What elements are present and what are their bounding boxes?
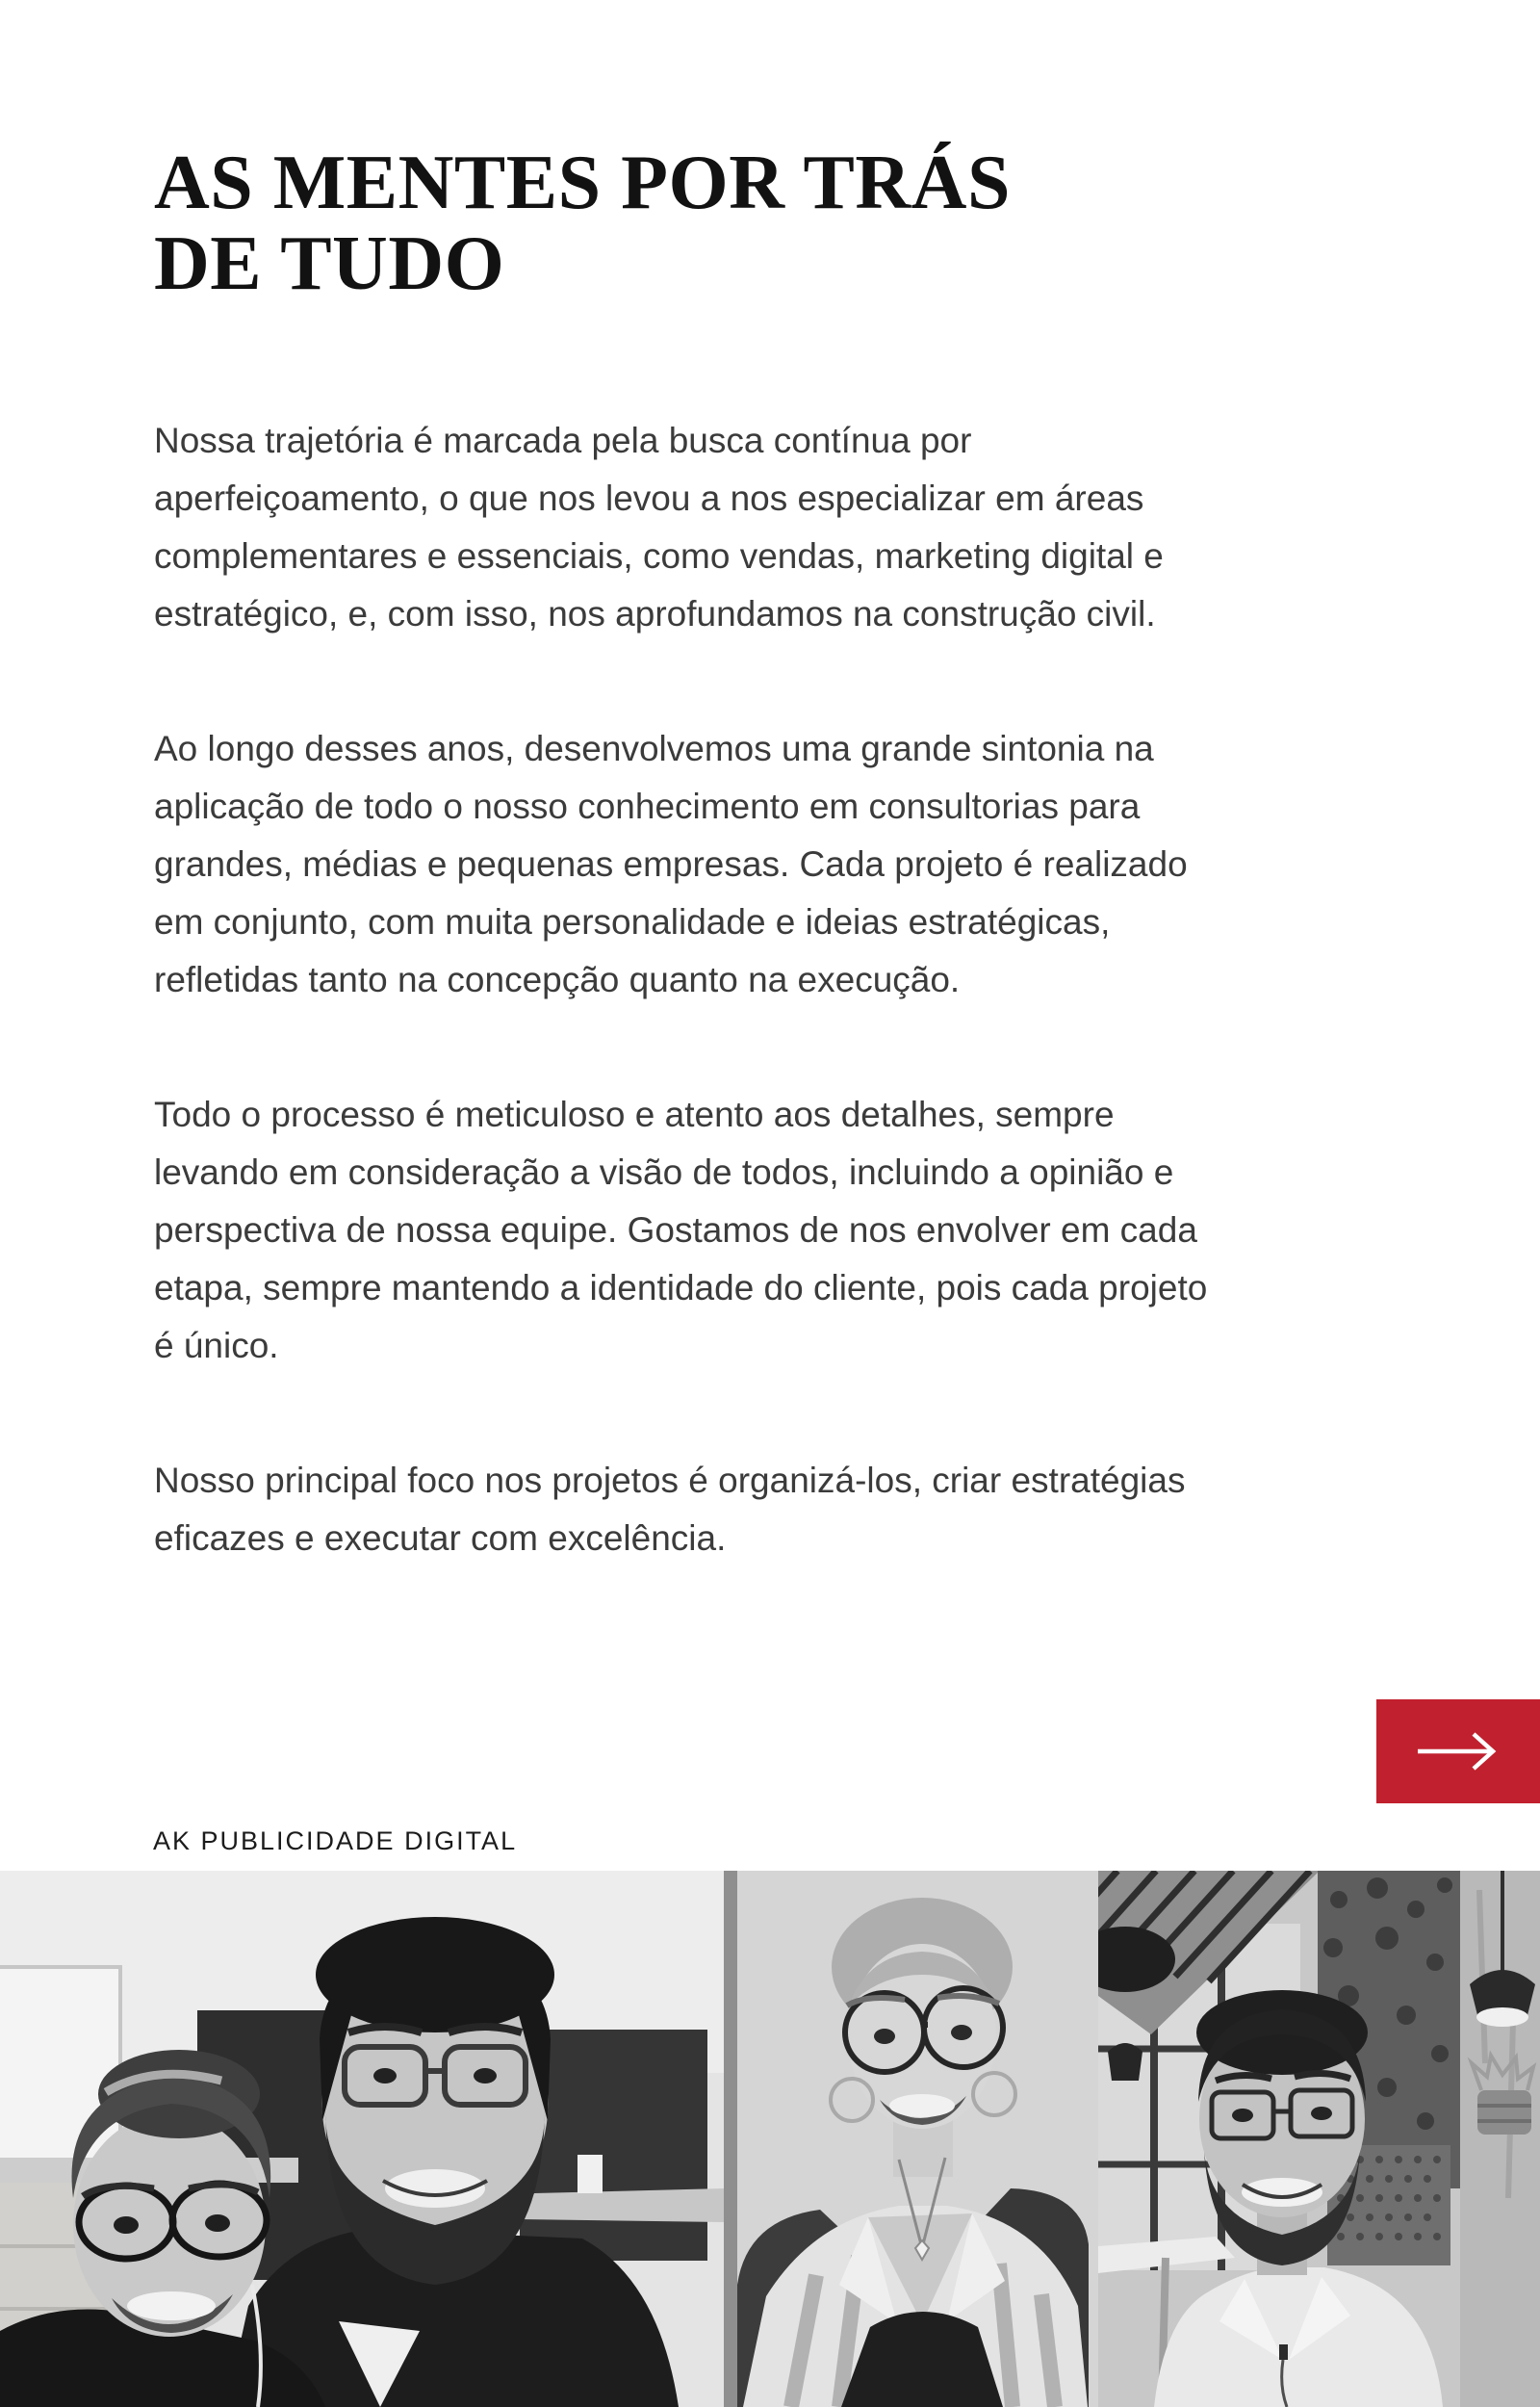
team-photo-2 (724, 1871, 1098, 2407)
man-portrait-illustration (1098, 1871, 1540, 2407)
page-title-line-1: AS MENTES POR TRÁS (154, 141, 1011, 225)
about-text (154, 412, 1227, 1567)
about-paragraph-1: Nossa trajetória é marcada pela busca contínua por aperfeiçoamento, o que nos levou a nos especializar em áreas complementares e essenciais, como vendas, marketing digital e estratégico, e, com isso, nos aprofundamos na construção civil. (154, 421, 1164, 634)
about-paragraph-4: Nosso principal foco nos projetos é organizá-los, criar estratégias eficazes e executar com excelência. (154, 1461, 1186, 1558)
brand-label: AK PUBLICIDADE DIGITAL (153, 1826, 518, 1855)
woman-portrait-illustration (724, 1871, 1098, 2407)
team-photo-1 (0, 1871, 724, 2407)
text-column (154, 142, 1227, 1644)
team-photo-3 (1098, 1871, 1540, 2407)
next-page-button[interactable] (1376, 1699, 1540, 1803)
page-title (154, 142, 1227, 304)
about-paragraph-2: Ao longo desses anos, desenvolvemos uma grande sintonia na aplicação de todo o nosso conhecimento em consultorias para grandes, médias e pequenas empresas. Cada projeto é realizado em conjunto, com muita personalidade e ideias estratégicas, refletidas tanto na concepção quanto na execução. (154, 729, 1188, 999)
page-title-line-2: DE TUDO (154, 221, 505, 306)
about-paragraph-3: Todo o processo é meticuloso e atento aos detalhes, sempre levando em consideração a visão de todos, incluindo a opinião e perspectiva de nossa equipe. Gostamos de nos envolver em cada etapa, sempre mantendo a identidade do cliente, pois cada projeto é único. (154, 1095, 1208, 1365)
team-photo-strip (0, 1871, 1540, 2407)
office-selfie-illustration (0, 1871, 724, 2407)
arrow-right-icon (1410, 1727, 1506, 1775)
